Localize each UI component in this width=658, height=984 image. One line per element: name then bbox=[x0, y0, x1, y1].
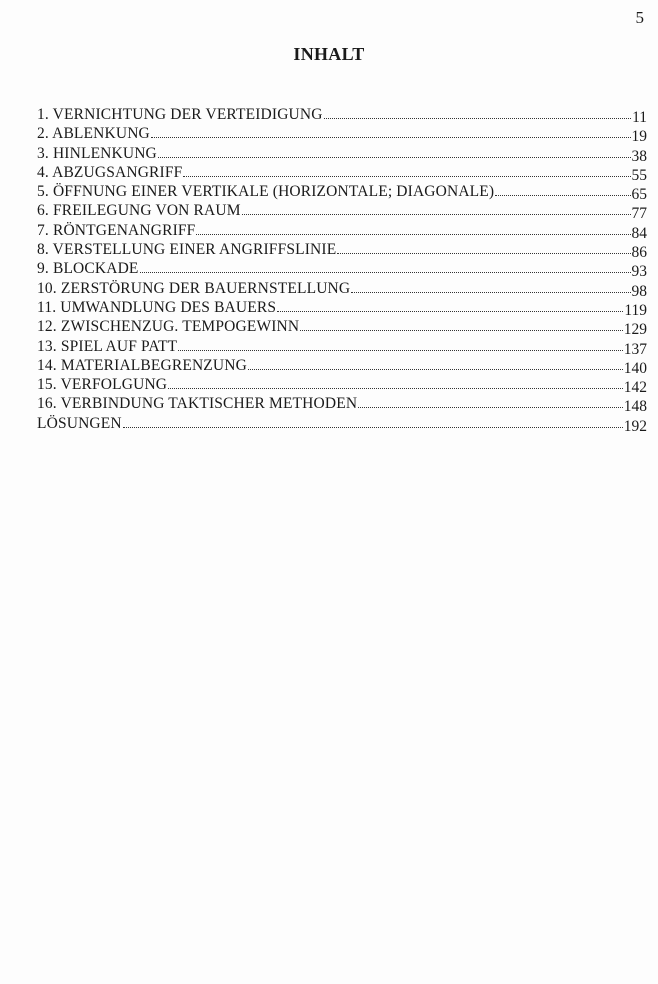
toc-entry-label: 7. RÖNTGENANGRIFF bbox=[37, 221, 196, 239]
toc-entry[interactable] bbox=[37, 375, 647, 397]
toc-entry-page: 86 bbox=[631, 244, 647, 262]
toc-entry-page: 129 bbox=[623, 321, 647, 339]
toc-entry-page: 65 bbox=[631, 186, 647, 204]
dot-leader bbox=[158, 157, 631, 158]
toc-entry[interactable] bbox=[37, 221, 647, 240]
dot-leader bbox=[242, 214, 631, 215]
toc-entry-page: 98 bbox=[631, 282, 647, 300]
dot-leader bbox=[358, 407, 623, 408]
toc-entry-label: 14. MATERIALBEGRENZUNG bbox=[37, 356, 247, 374]
toc-entry-label: 3. HINLENKUNG bbox=[37, 144, 157, 162]
toc-entry-label: 11. UMWANDLUNG DES BAUERS bbox=[37, 298, 277, 316]
dot-leader bbox=[300, 330, 623, 331]
page-title: INHALT bbox=[293, 44, 365, 64]
toc-entry-page: 192 bbox=[623, 417, 647, 435]
toc-entry-page: 148 bbox=[623, 398, 647, 416]
table-of-contents bbox=[37, 105, 647, 433]
toc-entry-label: 10. ZERSTÖRUNG DER BAUERNSTELLUNG bbox=[37, 279, 351, 297]
toc-entry-label: LÖSUNGEN bbox=[37, 414, 122, 432]
dot-leader bbox=[277, 311, 623, 312]
toc-entry[interactable] bbox=[37, 182, 647, 204]
toc-entry-page: 77 bbox=[631, 205, 647, 223]
toc-entry-page: 55 bbox=[631, 166, 647, 184]
toc-entry-label: 15. VERFOLGUNG bbox=[37, 376, 168, 394]
toc-entry[interactable] bbox=[37, 144, 647, 163]
toc-entry[interactable] bbox=[37, 356, 647, 375]
dot-leader bbox=[168, 388, 623, 389]
dot-leader bbox=[351, 292, 630, 293]
toc-entry-page: 93 bbox=[631, 263, 647, 281]
toc-entry[interactable] bbox=[37, 394, 647, 416]
toc-entry-label: 13. SPIEL AUF PATT bbox=[37, 337, 178, 355]
toc-entry-page: 11 bbox=[632, 109, 647, 126]
toc-entry-page: 19 bbox=[631, 128, 647, 146]
toc-entry-page: 142 bbox=[623, 379, 647, 397]
dot-leader bbox=[151, 137, 631, 138]
toc-entry[interactable] bbox=[37, 124, 647, 146]
toc-entry[interactable] bbox=[37, 259, 647, 281]
toc-entry-label: 1. VERNICHTUNG DER VERTEIDIGUNG bbox=[37, 106, 323, 123]
toc-entry[interactable] bbox=[37, 337, 647, 356]
dot-leader bbox=[140, 272, 631, 273]
toc-entry-label: 12. ZWISCHENZUG. TEMPOGEWINN bbox=[37, 318, 300, 336]
toc-entry-page: 140 bbox=[623, 359, 647, 377]
toc-entry[interactable] bbox=[37, 298, 647, 317]
toc-entry-label: 9. BLOCKADE bbox=[37, 260, 139, 278]
dot-leader bbox=[178, 350, 623, 351]
toc-entry[interactable] bbox=[37, 201, 647, 223]
toc-entry[interactable] bbox=[37, 317, 647, 339]
toc-entry-label: 2. ABLENKUNG bbox=[37, 125, 150, 143]
dot-leader bbox=[196, 234, 630, 235]
toc-entry-page: 119 bbox=[624, 301, 647, 319]
dot-leader bbox=[337, 253, 630, 254]
toc-entry[interactable] bbox=[37, 105, 647, 124]
toc-entry-label: 8. VERSTELLUNG EINER ANGRIFFSLINIE bbox=[37, 241, 337, 259]
toc-entry-label: 5. ÖFFNUNG EINER VERTIKALE (HORIZONTALE; DIAGONALE) bbox=[37, 183, 495, 201]
dot-leader bbox=[183, 176, 630, 177]
dot-leader bbox=[123, 427, 623, 428]
toc-entry[interactable] bbox=[37, 163, 647, 182]
dot-leader bbox=[248, 369, 623, 370]
toc-entry-label: 16. VERBINDUNG TAKTISCHER METHODEN bbox=[37, 395, 358, 413]
toc-entry[interactable] bbox=[37, 279, 647, 298]
toc-entry[interactable] bbox=[37, 240, 647, 262]
toc-entry-page: 38 bbox=[631, 147, 647, 165]
toc-entry[interactable] bbox=[37, 414, 647, 433]
toc-entry-label: 6. FREILEGUNG VON RAUM bbox=[37, 202, 241, 220]
toc-entry-page: 84 bbox=[631, 224, 647, 242]
dot-leader bbox=[324, 118, 631, 119]
toc-entry-label: 4. ABZUGSANGRIFF bbox=[37, 163, 183, 181]
dot-leader bbox=[495, 195, 630, 196]
page-number: 5 bbox=[635, 8, 644, 27]
toc-entry-page: 137 bbox=[623, 340, 647, 358]
